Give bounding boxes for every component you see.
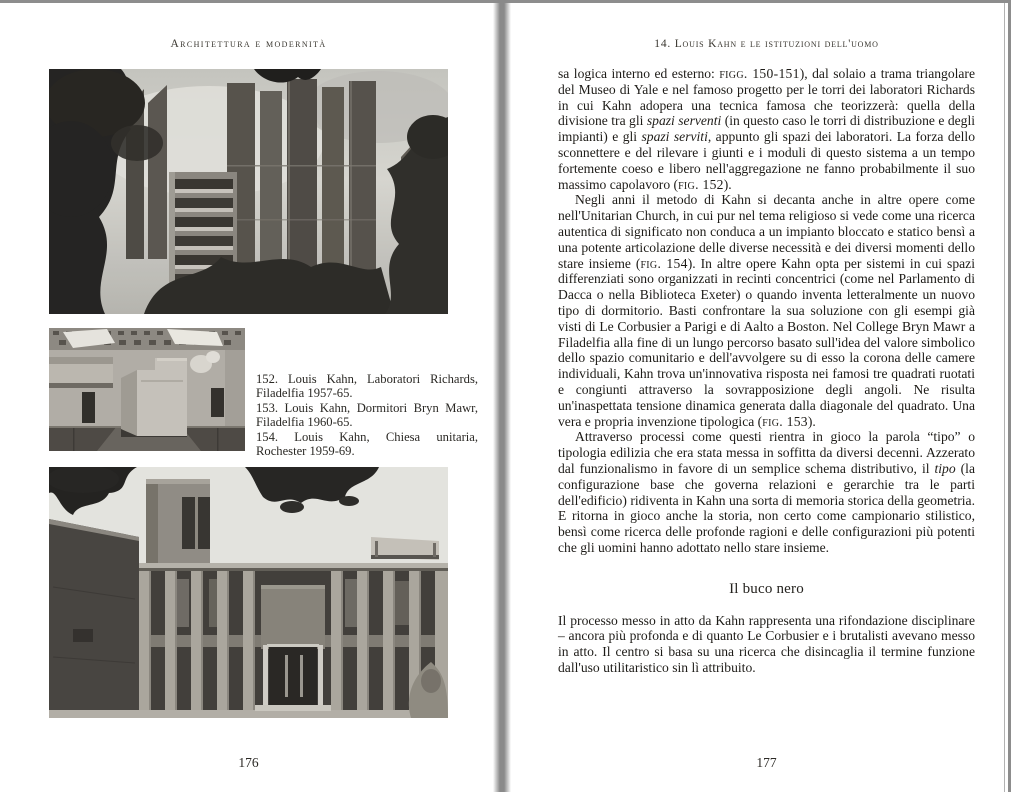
page-number-left: 176 bbox=[238, 755, 259, 770]
page-gutter-shadow bbox=[493, 0, 511, 792]
section-heading: Il buco nero bbox=[729, 580, 804, 597]
paragraph-1: sa logica interno ed esterno: figg. 150-151), dal solaio a trama triangolare del Museo di Yale e nel famoso progetto per le torri dei laboratori Richards in cui Kahn adopera una tecnica famosa che teorizzerà: quella della divisione tra gli spazi serventi (in questo caso le torri di distribuzione e degli impianti) e gli spazi serviti, appunto gli spazi dei laboratori. La forza dello sconnettere e del rilevare i giunti e i moduli di questo sistema a un tempo fortemente coeso e libero nell'aggregazione ne fanno probabilmente il suo massimo capolavoro (fig. 152). bbox=[558, 66, 976, 192]
caption-153: 153. Louis Kahn, Dormitori Bryn Mawr, Filadelfia 1960-65. bbox=[256, 400, 478, 430]
page-number-right: 177 bbox=[756, 755, 777, 770]
photo-bryn-mawr-dormitory-interior bbox=[49, 328, 245, 451]
bryn-mawr-interior-illustration bbox=[49, 328, 245, 451]
body-text-column bbox=[558, 66, 975, 676]
unitarian-church-illustration bbox=[49, 467, 448, 718]
running-header-right: 14. Louis Kahn e le istituzioni dell'uomo bbox=[654, 38, 879, 50]
running-header-left: Architettura e modernità bbox=[170, 38, 327, 50]
paragraph-2: Negli anni il metodo di Kahn si decanta anche in altre opere come nell'Unitarian Church, in cui pur nel tema religioso si vede come una ricerca autentica di significato non conduca a un impianto bloccato e statico bensì a una potente articolazione delle diverse necessità e dei diversi momenti dello stare insieme (fig. 154). In altre opere Kahn opta per sistemi in cui spazi differenziati sono organizzati in recinti concentrici (come nel Parlamento di Dacca o nella Biblioteca Exeter) o quando inventa letteralmente un nuovo tipo di dormitorio. Basti confrontare la sua soluzione con gli esempi già visti di Le Corbusier a Parigi e di Aalto a Boston. Nel College Bryn Mawr a Filadelfia alla fine di un lungo percorso basato sull'idea del valore simbolico dello spazio comunitario e dell'avvolgere su di esso la corona delle camere individuali, Kahn trova un'innovativa risposta nei famosi tre quadrati ruotati e congiunti attraverso la sovrapposizione degli angoli. Ne risulta un'inaspettata tensione dinamica generata dalla diagonale del quadrato. Una vera e propria invenzione tipologica (fig. 153). bbox=[558, 192, 975, 429]
photo-unitarian-church-rochester bbox=[49, 467, 448, 718]
right-page-border bbox=[1004, 3, 1005, 792]
paragraph-3: Attraverso processi come questi rientra in gioco la parola “tipo” o tipologia edilizia che era stata messa in soffitta da diversi decenni. Azzerato dal funzionalismo in favore di un semplice schema distributivo, il tipo (la configurazione base che governa relazioni e gerarchie tra le parti dell'edificio) ridiventa in Kahn una sorta di memoria storica della geometria. E ritorna in gioco anche la storia, non certo come campionario stilistico, bensì come ricerca delle profonde ragioni e delle configurazioni più potenti che gli uomini hanno adottato nello stare insieme. bbox=[558, 429, 975, 555]
figure-captions bbox=[256, 372, 478, 458]
photo-richards-laboratories bbox=[49, 69, 448, 314]
paragraph-4: Il processo messo in atto da Kahn rappresenta una rifondazione disciplinare – ancora più profonda e di quanto Le Corbusier e i brutalisti avevano messo in atto. Il centro si basa su una ricerca che disincaglia il termine funzione dall'uso utilitaristico sin lì attribuito. bbox=[558, 612, 975, 675]
caption-154: 154. Louis Kahn, Chiesa unitaria, Rochester 1959-69. bbox=[256, 429, 478, 459]
caption-152: 152. Louis Kahn, Laboratori Richards, Filadelfia 1957-65. bbox=[256, 372, 478, 401]
richards-labs-illustration bbox=[49, 69, 448, 314]
